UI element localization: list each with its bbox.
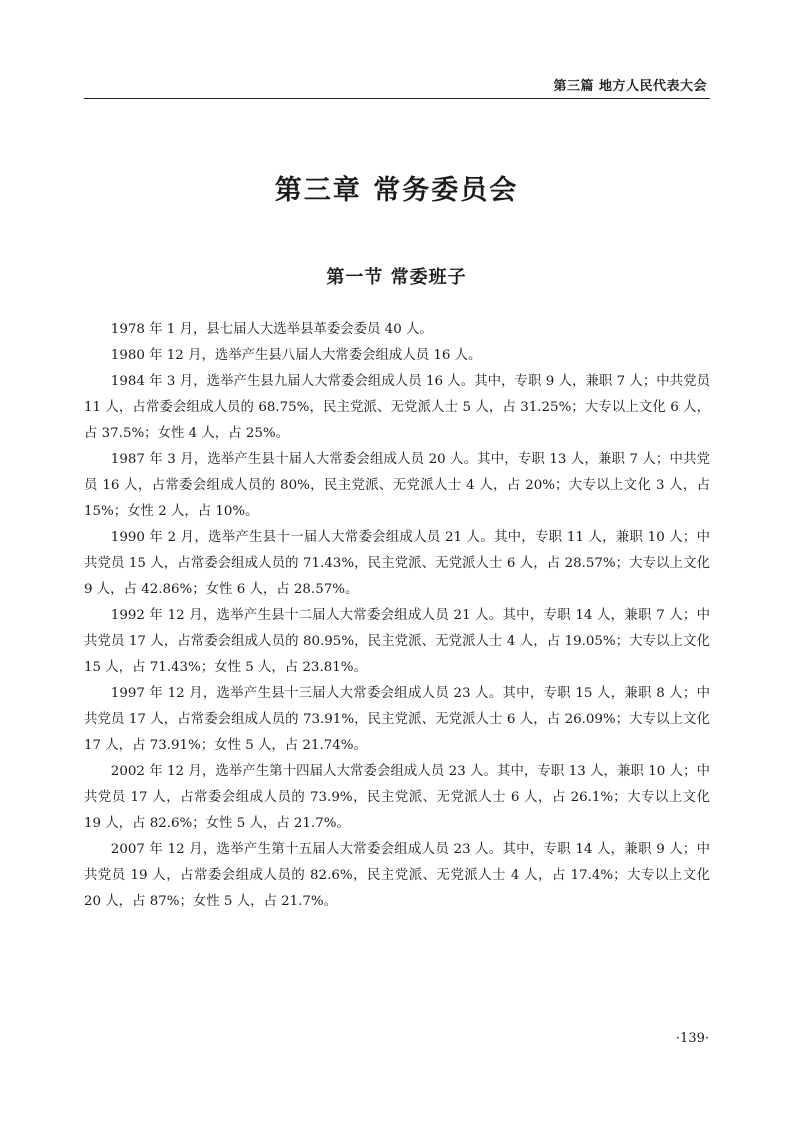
paragraph-1980: 1980 年 12 月，选举产生县八届人大常委会组成人员 16 人。 <box>110 348 482 363</box>
paragraph-2002: 2002 年 12 月，选举产生第十四届人大常委会组成人员 23 人。其中，专职 13 人，兼职 10 人；中共党员 17 人，占常委会组成人员的 73.9%，民主党派、无党派人士 6 人，占 26.1%；大专以上文化 19 人，占 82.6%；女性 5 人，占 21.7%。 <box>84 764 710 831</box>
paragraph-1978: 1978 年 1 月，县七届人大选举县革委会委员 40 人。 <box>110 322 433 337</box>
paragraph-1987: 1987 年 3 月，选举产生县十届人大常委会组成人员 20 人。其中，专职 13 人，兼职 7 人；中共党员 16 人，占常委会组成人员的 80%，民主党派、无党派人士 4 人，占 20%；大专以上文化 3 人，占 15%；女性 2 人，占 10%。 <box>84 452 710 519</box>
paragraph-1984: 1984 年 3 月，选举产生县九届人大常委会组成人员 16 人。其中，专职 9 人，兼职 7 人；中共党员 11 人，占常委会组成人员的 68.75%，民主党派、无党派人士 5 人，占 31.25%；大专以上文化 6 人，占 37.5%；女性 4 人，占 25%。 <box>84 374 710 441</box>
section-title: 第一节 常委班子 <box>326 267 467 288</box>
paragraph-1990: 1990 年 2 月，选举产生县十一届人大常委会组成人员 21 人。其中，专职 11 人，兼职 10 人；中共党员 15 人，占常委会组成人员的 71.43%，民主党派、无党派人士 6 人，占 28.57%；大专以上文化 9 人，占 42.86%；女性 6 人，占 28.57%。 <box>84 530 710 597</box>
paragraph-1997: 1997 年 12 月，选举产生县十三届人大常委会组成人员 23 人。其中，专职 15 人，兼职 8 人；中共党员 17 人，占常委会组成人员的 73.91%，民主党派、无党派人士 6 人，占 26.09%；大专以上文化 17 人，占 73.91%；女性 5 人，占 21.74%。 <box>84 686 710 753</box>
page-number: ·139· <box>675 1031 709 1046</box>
paragraph-2007: 2007 年 12 月，选举产生第十五届人大常委会组成人员 23 人。其中，专职 14 人，兼职 9 人；中共党员 19 人，占常委会组成人员的 82.6%，民主党派、无党派人士 4 人，占 17.4%；大专以上文化 20 人，占 87%；女性 5 人，占 21.7%。 <box>84 842 710 909</box>
running-header <box>84 73 710 99</box>
running-header-title: 第三篇 地方人民代表大会 <box>553 79 707 94</box>
body-text <box>84 317 710 915</box>
paragraph-1992: 1992 年 12 月，选举产生县十二届人大常委会组成人员 21 人。其中，专职 14 人，兼职 7 人；中共党员 17 人，占常委会组成人员的 80.95%，民主党派、无党派人士 4 人，占 19.05%；大专以上文化 15 人，占 71.43%；女性 5 人，占 23.81%。 <box>84 608 710 675</box>
chapter-title: 第三章 常务委员会 <box>274 175 519 206</box>
